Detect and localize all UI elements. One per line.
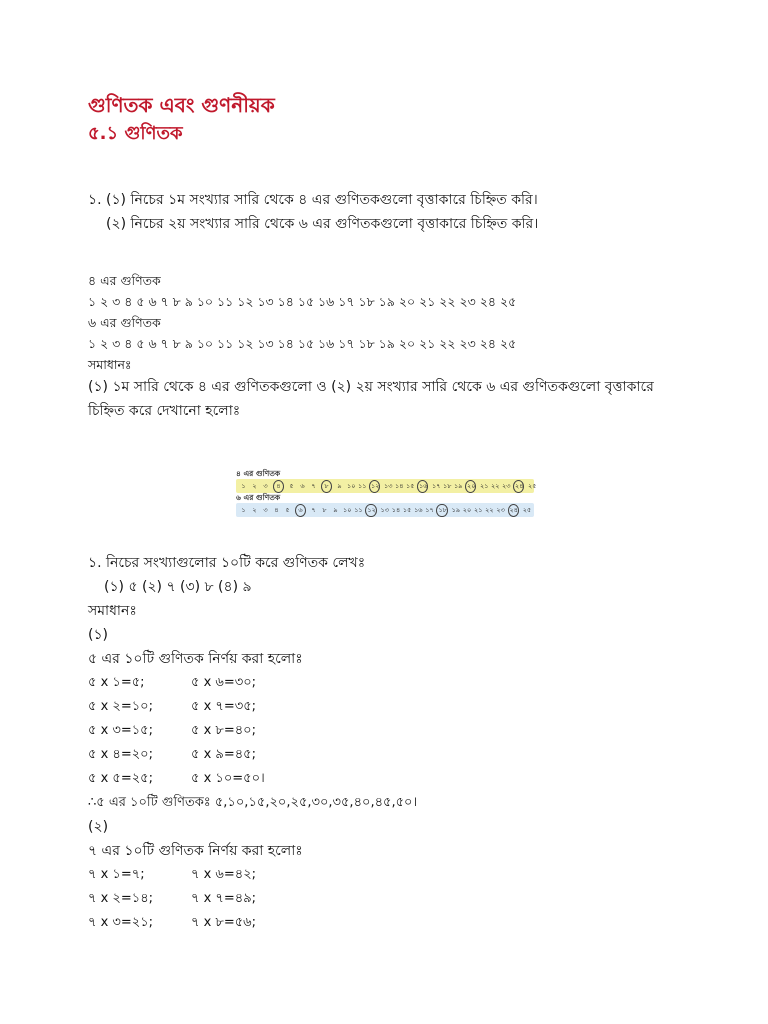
figure-number: ১৭ <box>432 481 441 490</box>
figure-label-6: ৬ এর গুণিতক <box>236 493 281 502</box>
figure-number: ৯ <box>337 481 342 490</box>
multiples-of-4-label: ৪ এর গুণিতক <box>88 273 161 288</box>
figure-number: ২ <box>252 505 257 514</box>
figure-number: ১৩ <box>384 481 393 490</box>
calc-expression: ৫ x ১০=৫০। <box>191 771 265 786</box>
intro-multiples-of-7: ৭ এর ১০টি গুণিতক নির্ণয় করা হলোঃ <box>88 843 303 859</box>
intro-multiples-of-5: ৫ এর ১০টি গুণিতক নির্ণয় করা হলোঃ <box>88 651 303 667</box>
figure-number: ১৭ <box>425 505 434 514</box>
figure-number: ৫ <box>285 505 290 514</box>
calc-expression: ৫ x ৭=৩৫; <box>191 699 257 714</box>
figure-number: ১২ <box>365 504 376 517</box>
calc-line <box>88 863 688 887</box>
figure-number: ৪ <box>274 505 279 514</box>
figure-number: ১১ <box>354 505 363 514</box>
figure-number: ১৩ <box>380 505 389 514</box>
figure-number: ১১ <box>358 481 367 490</box>
figure-number: ১৬ <box>417 480 428 493</box>
multiples-of-6-label: ৬ এর গুণিতক <box>88 315 161 330</box>
figure-number: ৪ <box>273 480 284 493</box>
number-row-1: ১ ২ ৩ ৪ ৫ ৬ ৭ ৮ ৯ ১০ ১১ ১২ ১৩ ১৪ ১৫ ১৬ ১৭ ১৮ ১৯ ২০ ২১ ২২ ২৩ ২৪ ২৫ <box>88 294 517 309</box>
solution-explanation: (১) ১ম সারি থেকে ৪ এর গুণিতকগুলো ও (২) ২য় সংখ্যার সারি থেকে ৬ এর গুণিতকগুলো বৃত্তাকারে চিহ্নিত করে দেখানো হলোঃ <box>88 379 654 419</box>
figure-number: ১৪ <box>395 481 404 490</box>
figure-number: ৮ <box>322 505 327 514</box>
calc-line <box>88 719 688 743</box>
figure-number: ৫ <box>289 481 294 490</box>
part-2-label: (২) <box>88 819 109 835</box>
figure-number: ৩ <box>263 481 268 490</box>
solution-label-2: সমাধানঃ <box>88 603 137 619</box>
figure-number: ২০ <box>462 505 472 514</box>
calc-expression: ৫ x ৫=২৫; <box>88 771 153 786</box>
figure-number: ২২ <box>491 481 500 490</box>
figure-number: ১ <box>241 505 246 514</box>
question-2: ১. নিচের সংখ্যাগুলোর ১০টি করে গুণিতক লেখঃ <box>88 555 366 571</box>
calc-table-5 <box>88 671 688 791</box>
calc-expression: ৭ x ৩=২১; <box>88 915 154 930</box>
figure-number: ১৯ <box>451 505 461 514</box>
calc-line <box>88 671 688 695</box>
part-1-label: (১) <box>88 627 109 643</box>
calc-expression: ৫ x ৩=১৫; <box>88 723 153 738</box>
calc-expression: ৭ x ৭=৪৯; <box>191 891 257 906</box>
result-5: ∴৫ এর ১০টি গুণিতকঃ ৫,১০,১৫,২০,২৫,৩০,৩৫,৪০,৪৫,৫০। <box>88 795 418 810</box>
calc-expression: ৭ x ৬=৪২; <box>191 867 257 882</box>
figure-row-6 <box>236 503 534 517</box>
figure-number: ১৬ <box>414 505 423 514</box>
figure-number: ১৮ <box>443 481 452 490</box>
circled-multiples-figure <box>236 469 537 533</box>
question-2-options: (১) ৫ (২) ৭ (৩) ৮ (৪) ৯ <box>104 579 252 595</box>
calc-expression: ৫ x ১=৫; <box>88 675 145 690</box>
figure-number: ২৫ <box>522 505 532 514</box>
figure-number: ১৫ <box>406 481 415 490</box>
calc-table-7 <box>88 863 688 935</box>
figure-number: ২৩ <box>502 481 511 490</box>
calc-expression: ৫ x ৯=৪৫; <box>191 747 256 762</box>
figure-number: ৭ <box>311 505 316 514</box>
calc-line <box>88 695 688 719</box>
figure-number: ১৫ <box>402 505 412 514</box>
figure-label-4: ৪ এর গুণিতক <box>236 469 281 478</box>
calc-expression: ৫ x ২=১০; <box>88 699 154 714</box>
figure-number: ১৪ <box>391 505 401 514</box>
figure-number: ২ <box>252 481 257 490</box>
solution-label: সমাধানঃ <box>88 357 132 372</box>
section-subtitle: ৫.১ গুণিতক <box>88 123 183 144</box>
figure-number: ২৪ <box>508 504 519 517</box>
calc-expression: ৫ x ৮=৪০; <box>191 723 256 738</box>
calc-line <box>88 743 688 767</box>
document-page <box>88 92 688 935</box>
calc-expression: ৭ x ৮=৫৬; <box>191 915 257 930</box>
figure-number: ২০ <box>465 480 476 493</box>
calc-line <box>88 887 688 911</box>
calc-line <box>88 911 688 935</box>
calc-expression: ৭ x ২=১৪; <box>88 891 154 906</box>
figure-number: ২৩ <box>496 505 505 514</box>
figure-number: ৮ <box>321 480 332 493</box>
question-1-line-2: (২) নিচের ২য় সংখ্যার সারি থেকে ৬ এর গুণিতকগুলো বৃত্তাকারে চিহ্নিত করি। <box>106 216 539 232</box>
page-title: গুণিতক এবং গুণনীয়ক <box>88 93 275 117</box>
figure-number: ২১ <box>480 481 489 490</box>
figure-number: ৩ <box>263 505 268 514</box>
figure-number: ৬ <box>295 504 306 517</box>
number-row-2: ১ ২ ৩ ৪ ৫ ৬ ৭ ৮ ৯ ১০ ১১ ১২ ১৩ ১৪ ১৫ ১৬ ১৭ ১৮ ১৯ ২০ ২১ ২২ ২৩ ২৪ ২৫ <box>88 336 517 351</box>
calc-expression: ৫ x ৬=৩০; <box>191 675 257 690</box>
figure-number: ১০ <box>343 505 352 514</box>
figure-number: ১২ <box>369 480 380 493</box>
calc-expression: ৭ x ১=৭; <box>88 867 145 882</box>
figure-number: ২৫ <box>528 481 537 490</box>
figure-number: ৯ <box>333 505 338 514</box>
figure-number: ১ <box>241 481 246 490</box>
figure-row-4 <box>236 479 537 493</box>
figure-number: ৭ <box>311 481 316 490</box>
figure-number: ১৮ <box>436 504 447 517</box>
question-1-line-1: ১. (১) নিচের ১ম সংখ্যার সারি থেকে ৪ এর গুণিতকগুলো বৃত্তাকারে চিহ্নিত করি। <box>88 192 538 208</box>
figure-number: ৬ <box>300 481 305 490</box>
calc-line <box>88 767 688 791</box>
calc-expression: ৫ x ৪=২০; <box>88 747 154 762</box>
figure-number: ২৪ <box>513 480 524 493</box>
figure-number: ১৯ <box>454 481 463 490</box>
figure-number: ২১ <box>473 505 483 514</box>
figure-number: ১০ <box>347 481 356 490</box>
figure-number: ২২ <box>485 505 494 514</box>
